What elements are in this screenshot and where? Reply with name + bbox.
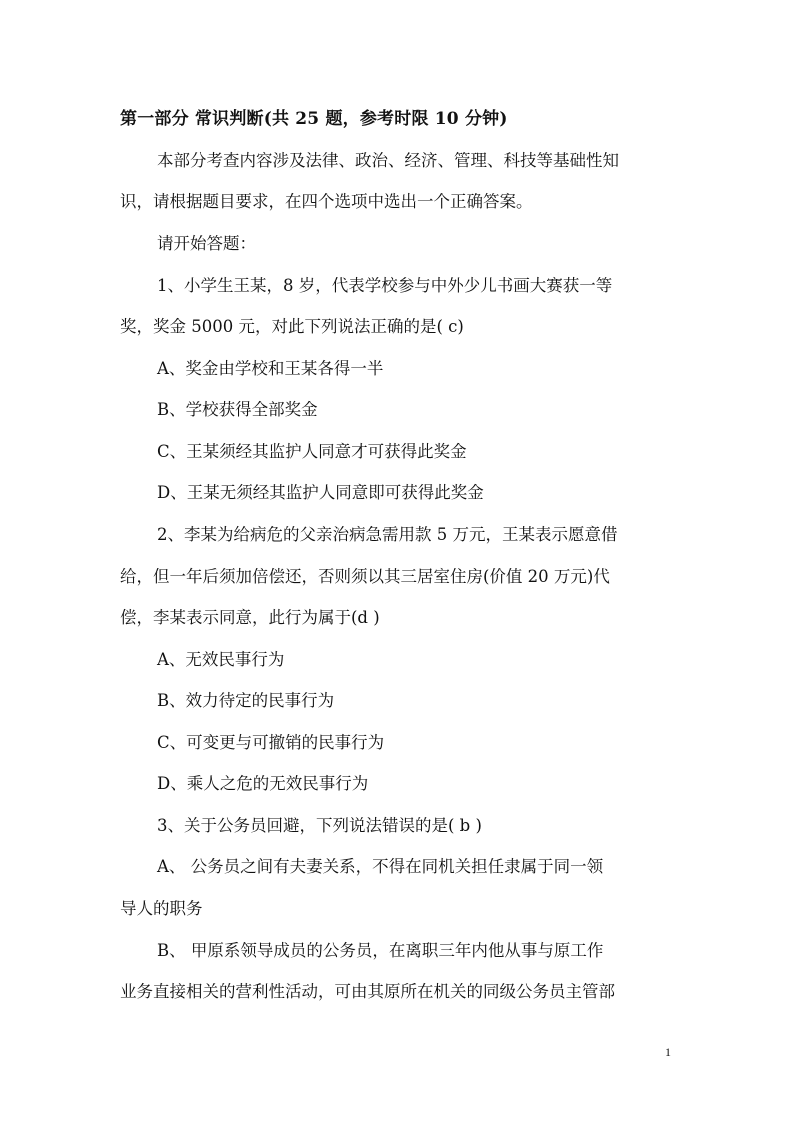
q3-option-b-line-2: 业务直接相关的营利性活动，可由其原所在机关的同级公务员主管部 <box>120 982 615 1001</box>
q3-option-a-line-1: A、 公务员之间有夫妻关系，不得在同机关担任隶属于同一领 <box>157 857 604 876</box>
page-number: 1 <box>665 1045 671 1059</box>
q1-line-2: 奖，奖金 5000 元，对此下列说法正确的是( c) <box>120 317 464 336</box>
q3-option-a-line-2: 导人的职务 <box>120 899 203 918</box>
intro-line-1: 本部分考查内容涉及法律、政治、经济、管理、科技等基础性知 <box>157 151 619 170</box>
q3-line-1: 3、关于公务员回避，下列说法错误的是( b ) <box>157 816 482 835</box>
q1-option-c: C、王某须经其监护人同意才可获得此奖金 <box>157 442 467 461</box>
q1-option-b: B、学校获得全部奖金 <box>157 400 318 419</box>
q2-line-3: 偿，李某表示同意，此行为属于(d ) <box>120 608 380 627</box>
q1-option-d: D、王某无须经其监护人同意即可获得此奖金 <box>157 483 484 502</box>
q2-option-c: C、可变更与可撤销的民事行为 <box>157 733 385 752</box>
q3-option-b-line-1: B、 甲原系领导成员的公务员，在离职三年内他从事与原工作 <box>157 941 604 960</box>
q2-line-1: 2、李某为给病危的父亲治病急需用款 5 万元，王某表示愿意借 <box>157 525 618 544</box>
q2-option-d: D、乘人之危的无效民事行为 <box>157 774 369 793</box>
section-title: 第一部分 常识判断(共 25 题，参考时限 10 分钟) <box>120 109 508 129</box>
q2-option-b: B、效力待定的民事行为 <box>157 691 335 710</box>
q2-line-2: 给，但一年后须加倍偿还，否则须以其三居室住房(价值 20 万元)代 <box>120 567 610 586</box>
q1-line-1: 1、小学生王某，8 岁，代表学校参与中外少儿书画大赛获一等 <box>157 276 613 295</box>
q2-option-a: A、无效民事行为 <box>157 650 285 669</box>
q1-option-a: A、奖金由学校和王某各得一半 <box>157 359 384 378</box>
intro-line-2: 识，请根据题目要求，在四个选项中选出一个正确答案。 <box>120 192 533 211</box>
start-prompt: 请开始答题： <box>157 234 256 253</box>
